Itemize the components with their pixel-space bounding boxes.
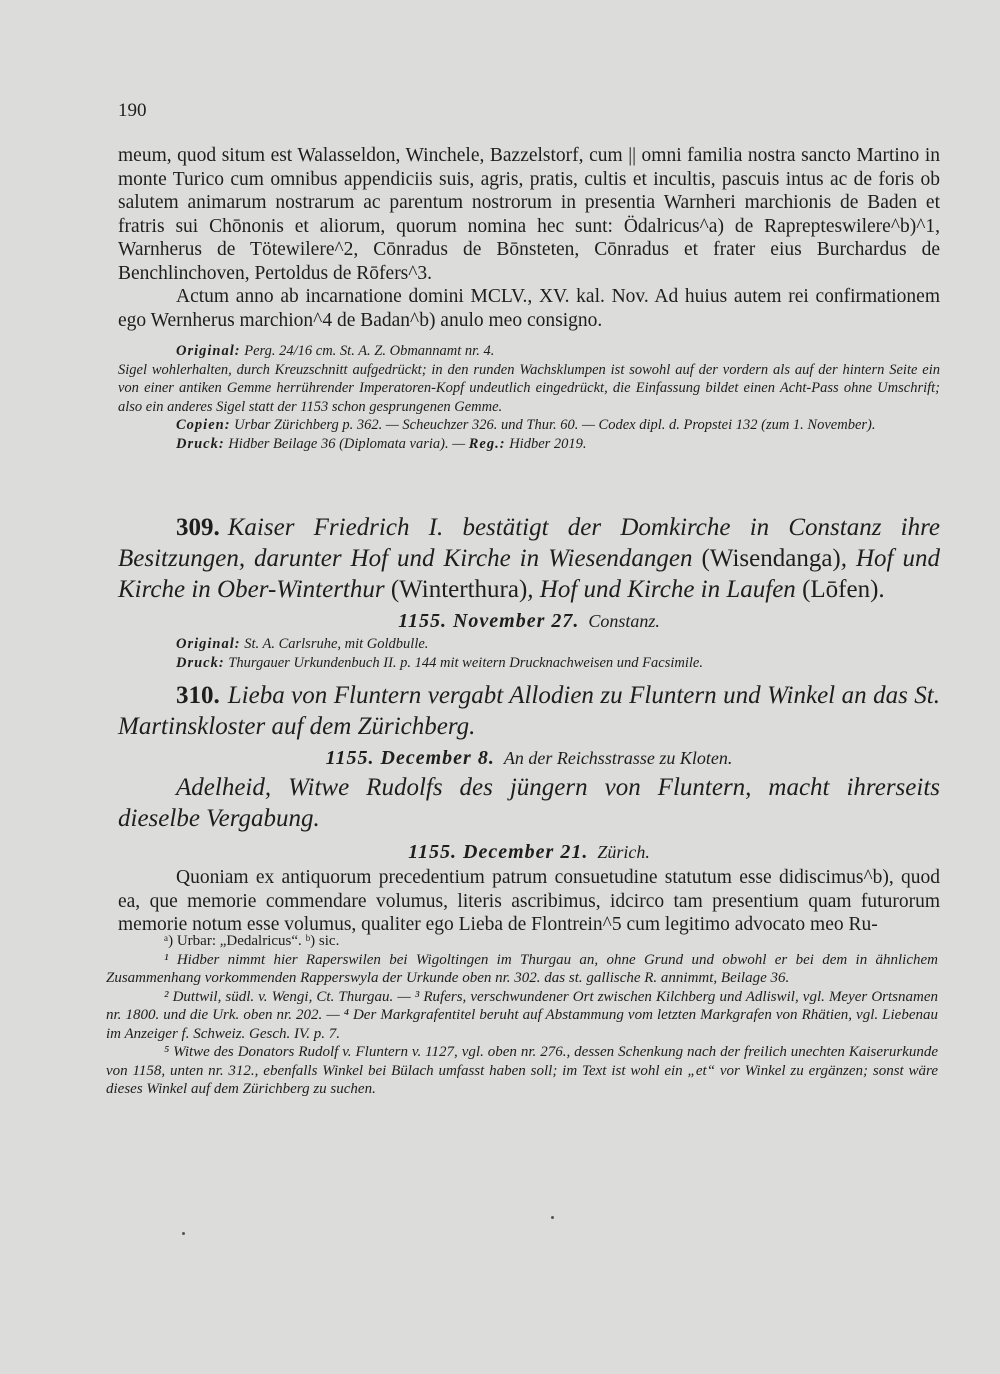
document-heading: [118, 680, 940, 742]
footnote-1: ¹ Hidber nimmt hier Raperswilen bei Wigoltingen im Thurgau an, ohne Grund und obwohl er bei dem in ähnlichem Zusammenhang vorkommenden Rapperswyla der Urkunde oben nr. 302. das st. gallische R. annimmt, Beilage 36.: [106, 951, 938, 986]
note-seal: Sigel wohlerhalten, durch Kreuzschnitt aufgedrückt; in den runden Wachsklumpen ist sowohl auf der vordern als auf der hintern Seite ein von einer antiken Gemme herrührender Imperatoren-Kopf undeutlich eingedrückt, die Einfassung bildet einen Acht-Pass ohne Umschrift; also ein anderes Sigel statt der 1153 schon gesprungenen Gemme.: [118, 361, 940, 415]
note-label: Reg.:: [468, 435, 506, 452]
document-number: 309.: [176, 514, 220, 541]
document-date-line: [118, 746, 940, 770]
note-label: Original:: [176, 636, 241, 652]
heading-text: (Wisendanga): [701, 545, 841, 572]
document-309: [118, 512, 940, 672]
document-number: 310.: [176, 682, 220, 709]
note-label: Druck:: [176, 654, 225, 671]
page-number: 190: [118, 100, 147, 121]
note-text: Hidber 2019.: [509, 435, 587, 452]
document-place: Constanz.: [588, 611, 660, 631]
paragraph-continuation: meum, quod situm est Walasseldon, Winchele, Bazzelstorf, cum || omni familia nostra sancto Martino in monte Turico cum omnibus appendiciis suis, agris, pratis, cultis et incultis, pascuis intus ac de foris ob salutem animarum nostrarum ac parentum nostrorum in presentia Warnheri marchionis de Baden et fratris sui Chōnonis et aliorum, quorum nomina hec sunt: Ödalricus^a) de Raprepteswilere^b)^1, Warnherus de Tötewilere^2, Cōnradus de Bōnsteten, Cōnradus et frater eius Burchardus de Benchlinchoven, Pertoldus de Rōfers^3.: [118, 145, 940, 284]
note-original: [118, 342, 940, 361]
document-310: [118, 680, 940, 937]
footnote-5: ⁵ Witwe des Donators Rudolf v. Fluntern v. 1127, vgl. oben nr. 276., dessen Schenkung nach der freilich unechten Kaiserurkunde von 1158, unten nr. 312., ebenfalls Winkel bei Bülach umfasst haben soll; im Text ist wohl ein „et“ vor Winkel zu ergänzen; sonst wäre dieses Winkel auf dem Zürichberg zu suchen.: [106, 1044, 938, 1097]
heading-text: Lieba von Fluntern vergabt Allodien zu Fluntern und Winkel an das St. Martinskloster auf dem Zürichberg.: [118, 682, 940, 740]
document-subheading: Adelheid, Witwe Rudolfs des jüngern von Fluntern, macht ihrerseits dieselbe Vergabung.: [118, 774, 940, 832]
footnote-text: ᵃ) Urbar: „Dedalricus“. ᵇ) sic.: [164, 933, 340, 949]
note-label: Copien:: [176, 417, 231, 433]
footnote-a-b: [106, 932, 938, 951]
document-date: 1155. December 21.: [408, 841, 589, 863]
note-text: Hidber Beilage 36 (Diplomata varia). —: [228, 435, 466, 452]
heading-text: (Lōfen).: [802, 576, 885, 603]
ink-speck: [551, 1216, 554, 1219]
heading-text: Kaiser Friedrich I. bestätigt der Domkirche in Constanz ihre Besitzungen, darunter Hof und Kirche in Wiesendangen: [118, 514, 940, 572]
document-date-line: [118, 609, 940, 633]
note-label: Druck:: [176, 435, 225, 452]
note-label: Original:: [176, 343, 241, 359]
main-text-block: [118, 144, 940, 332]
heading-text: , Hof und Kirche in Ober-Winterthur: [118, 545, 940, 603]
paragraph-quoniam: Quoniam ex antiquorum precedentium patrum consuetudine statutum esse didiscimus^b), quod ea, que memorie commendare volumus, literis ascribimus, idcirco tam presentium quam futurorum memorie notum esse volumus, qualiter ego Lieba de Flontrein^5 cum legitimo advocato meo Ru-: [118, 867, 940, 935]
note-text: Urbar Zürichberg p. 362. — Scheuchzer 326. und Thur. 60. — Codex dipl. d. Propstei 132 (zum 1. November).: [234, 417, 876, 433]
note-text: Thurgauer Urkundenbuch II. p. 144 mit weitern Drucknachweisen und Facsimile.: [228, 654, 703, 671]
document-heading: [118, 512, 940, 605]
document-date: 1155. December 8.: [325, 747, 495, 769]
note-original: [118, 635, 940, 654]
document-date: 1155. November 27.: [398, 610, 580, 632]
ink-speck: [182, 1232, 185, 1235]
note-druck: [118, 435, 940, 454]
document-date-line: [118, 840, 940, 864]
document-place: Zürich.: [597, 842, 650, 862]
note-text: Perg. 24/16 cm. St. A. Z. Obmannamt nr. 4.: [244, 343, 495, 359]
document-notes: [118, 342, 940, 453]
paragraph-actum: Actum anno ab incarnatione domini MCLV., XV. kal. Nov. Ad huius autem rei confirmationem ego Wernherus marchion^4 de Badan^b) anulo meo consigno.: [118, 286, 940, 331]
note-druck: [118, 654, 940, 673]
note-text: St. A. Carlsruhe, mit Goldbulle.: [244, 636, 429, 652]
footnote-2-4: ² Duttwil, südl. v. Wengi, Ct. Thurgau. — ³ Rufers, verschwundener Ort zwischen Kilchberg und Adliswil, vgl. Meyer Ortsnamen nr. 1800. und die Urk. oben nr. 202. — ⁴ Der Markgrafentitel beruht auf Abstammung vom letzten Markgrafen von Rhätien, vgl. Liebenau im Anzeiger f. Schweiz. Gesch. IV. p. 7.: [106, 988, 938, 1042]
note-copien: [118, 416, 940, 435]
footnotes: [106, 932, 938, 1099]
document-place: An der Reichsstrasse zu Kloten.: [503, 748, 733, 768]
heading-text: , Hof und Kirche in Laufen: [527, 576, 796, 603]
heading-text: (Winterthura): [390, 576, 528, 603]
